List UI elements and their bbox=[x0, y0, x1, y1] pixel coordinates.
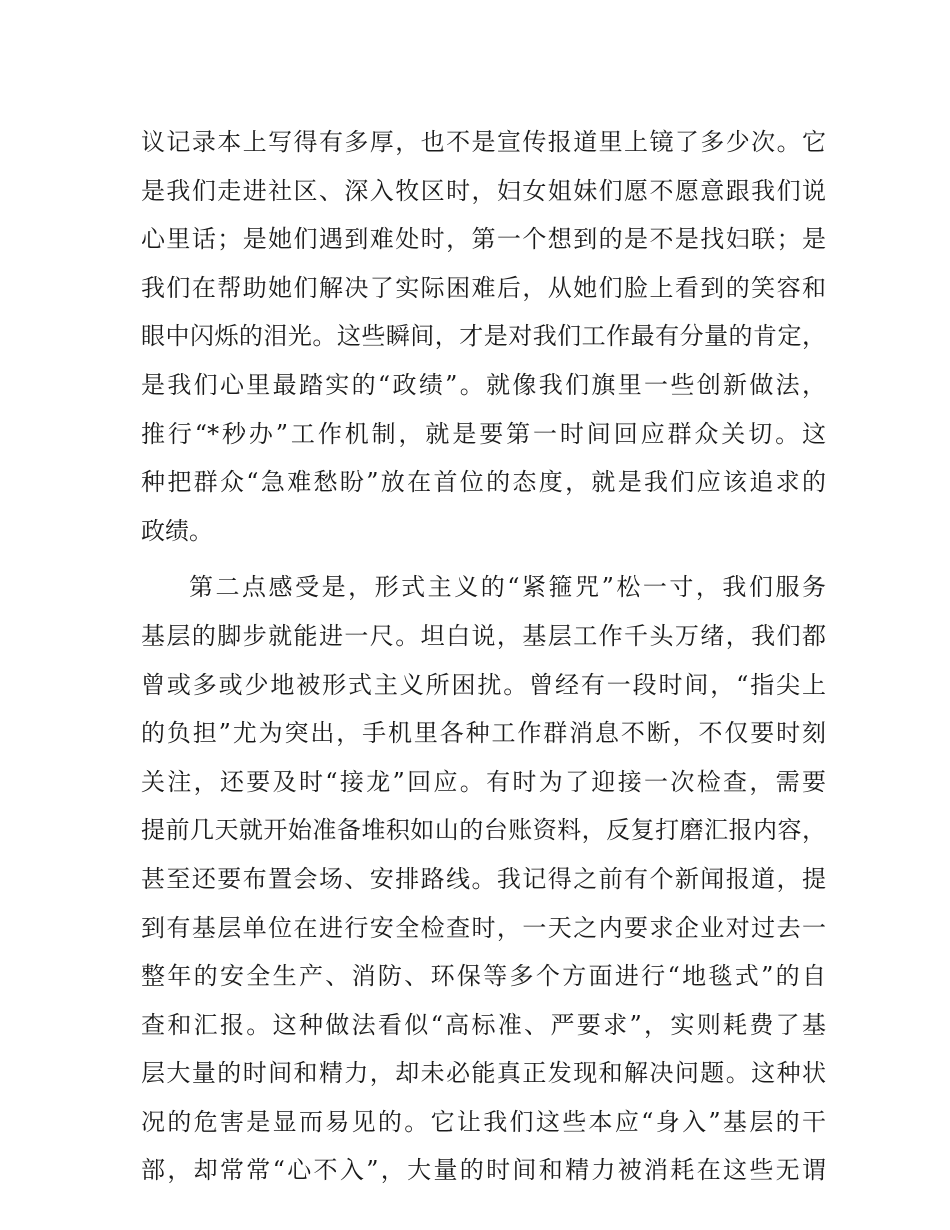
text-line: 是我们心里最踏实的“政绩”。就像我们旗里一些创新做法， bbox=[141, 370, 826, 399]
text-line: 部，却常常“心不入”，大量的时间和精力被消耗在这些无谓 bbox=[141, 1156, 826, 1185]
text-line: 政绩。 bbox=[141, 516, 213, 545]
paragraph-spacer bbox=[141, 555, 826, 563]
text-line: 种把群众“急难愁盼”放在首位的态度，就是我们应该追求的 bbox=[141, 468, 826, 497]
text-line: 基层的脚步就能进一尺。坦白说，基层工作千头万绪，我们都 bbox=[141, 621, 826, 650]
text-line: 甚至还要布置会场、安排路线。我记得之前有个新闻报道，提 bbox=[141, 864, 826, 893]
text-line: 整年的安全生产、消防、环保等多个方面进行“地毯式”的自 bbox=[141, 962, 826, 991]
text-line: 是我们走进社区、深入牧区时，妇女姐妹们愿不愿意跟我们说 bbox=[141, 176, 826, 205]
text-line: 查和汇报。这种做法看似“高标准、严要求”，实则耗费了基 bbox=[141, 1010, 826, 1039]
paragraph-1 bbox=[141, 118, 826, 555]
paragraph-2 bbox=[141, 563, 826, 1195]
text-line: 提前几天就开始准备堆积如山的台账资料，反复打磨汇报内容， bbox=[141, 816, 826, 845]
text-line: 心里话；是她们遇到难处时，第一个想到的是不是找妇联；是 bbox=[141, 225, 826, 254]
text-line: 我们在帮助她们解决了实际困难后，从她们脸上看到的笑容和 bbox=[141, 273, 826, 302]
text-line: 眼中闪烁的泪光。这些瞬间，才是对我们工作最有分量的肯定， bbox=[141, 322, 826, 351]
text-line: 推行“*秒办”工作机制，就是要第一时间回应群众关切。这 bbox=[141, 419, 826, 448]
body-text bbox=[141, 118, 826, 1195]
text-line: 曾或多或少地被形式主义所困扰。曾经有一段时间，“指尖上 bbox=[141, 670, 826, 699]
text-line: 到有基层单位在进行安全检查时，一天之内要求企业对过去一 bbox=[141, 913, 826, 942]
text-line: 的负担”尤为突出，手机里各种工作群消息不断，不仅要时刻 bbox=[141, 719, 826, 748]
text-line: 层大量的时间和精力，却未必能真正发现和解决问题。这种状 bbox=[141, 1059, 826, 1088]
text-line: 况的危害是显而易见的。它让我们这些本应“身入”基层的干 bbox=[141, 1107, 826, 1136]
text-line: 第二点感受是，形式主义的“紧箍咒”松一寸，我们服务 bbox=[189, 573, 826, 602]
text-line: 关注，还要及时“接龙”回应。有时为了迎接一次检查，需要 bbox=[141, 767, 826, 796]
text-line: 议记录本上写得有多厚，也不是宣传报道里上镜了多少次。它 bbox=[141, 128, 826, 156]
